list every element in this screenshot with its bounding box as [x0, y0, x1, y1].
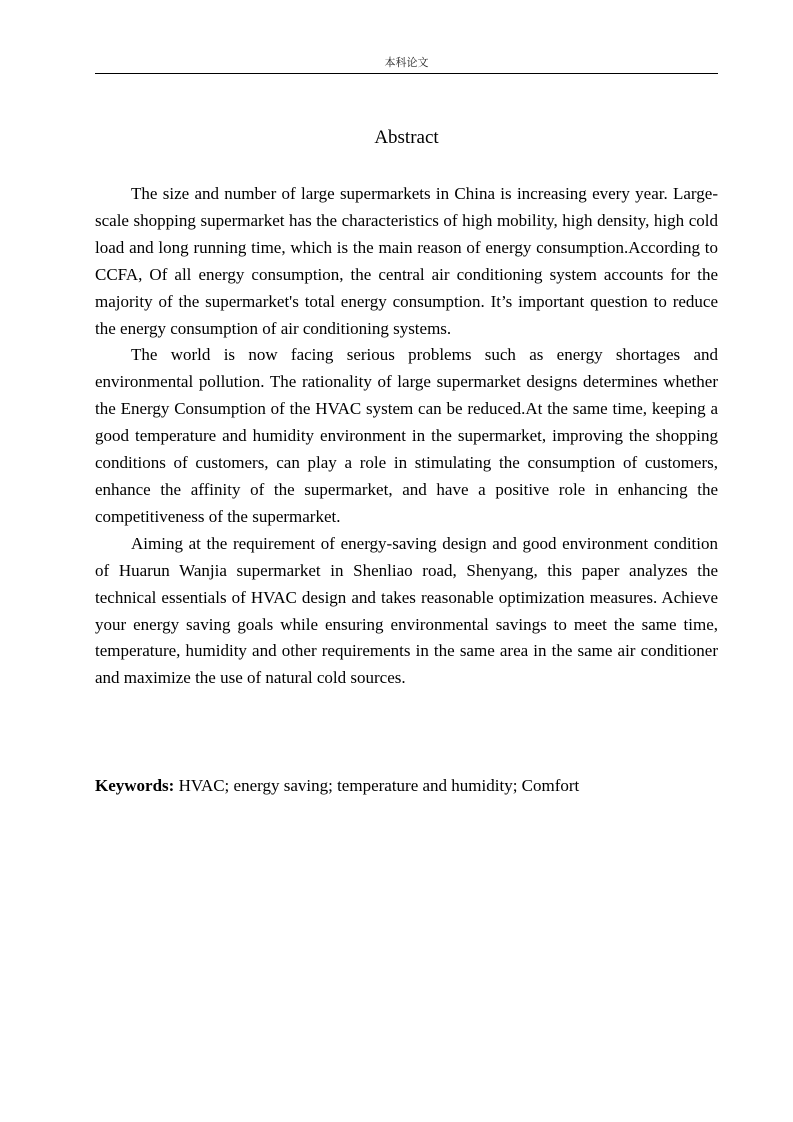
running-header: 本科论文: [384, 56, 429, 69]
abstract-paragraph-2: The world is now facing serious problems such as energy shortages and environmental pollution. The rationality of large supermarket designs determines whether the Energy Consumption of the HVAC system can be reduced.At the same time, keeping a good temperature and humidity environment in the supermarket, improving the shopping conditions of customers, can play a role in stimulating the consumption of customers, enhance the affinity of the supermarket, and have a positive role in enhancing the competitiveness of the supermarket.: [95, 345, 718, 526]
keywords-label: Keywords:: [95, 776, 175, 795]
abstract-title: Abstract: [374, 127, 439, 148]
abstract-paragraph-1: The size and number of large supermarkets in China is increasing every year. Large-scale shopping supermarket has the characteristics of high mobility, high density, high cold load and long running time, which is the main reason of energy consumption.According to CCFA, Of all energy consumption, the central air conditioning system accounts for the majority of the supermarket's total energy consumption. It’s important question to reduce the energy consumption of air conditioning systems.: [95, 184, 718, 338]
abstract-body: [95, 181, 718, 692]
keywords-text: HVAC; energy saving; temperature and humidity; Comfort: [174, 776, 580, 795]
keywords-line: [95, 773, 718, 799]
header-rule: [95, 73, 718, 74]
abstract-paragraph-3: Aiming at the requirement of energy-saving design and good environment condition of Huarun Wanjia supermarket in Shenliao road, Shenyang, this paper analyzes the technical essentials of HVAC design and takes reasonable optimization measures. Achieve your energy saving goals while ensuring environmental savings to meet the same time, temperature, humidity and other requirements in the same area in the same air conditioner and maximize the use of natural cold sources.: [95, 533, 718, 688]
